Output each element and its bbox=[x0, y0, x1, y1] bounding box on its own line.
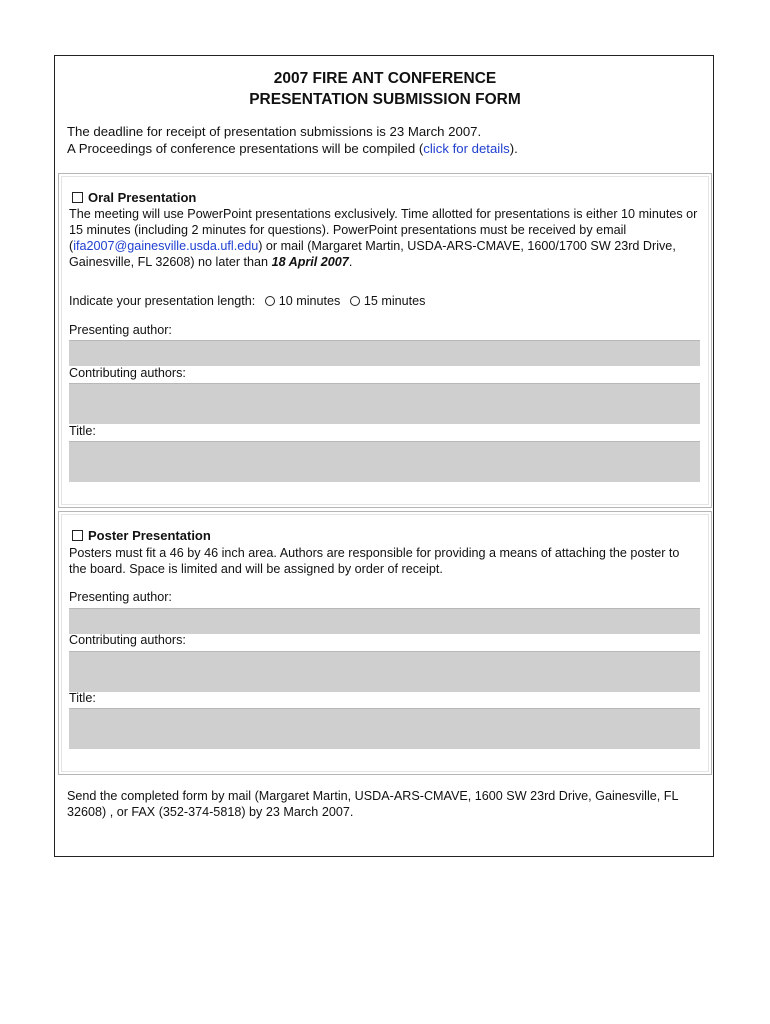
radio-10-minutes[interactable] bbox=[265, 296, 275, 306]
oral-presenting-author-label: Presenting author: bbox=[69, 323, 172, 337]
oral-instructions-part2: ) or mail (Margaret Martin, USDA-ARS-CMAVE, 1600/1700 SW 23rd Drive, Gainesville, FL 32608) no later than bbox=[69, 239, 676, 269]
poster-title-label: Title: bbox=[69, 691, 96, 705]
poster-presenting-author-label: Presenting author: bbox=[69, 590, 172, 604]
form-title-line2: PRESENTATION SUBMISSION FORM bbox=[249, 91, 521, 108]
oral-title-field[interactable] bbox=[69, 442, 700, 482]
oral-deadline: 18 April 2007 bbox=[271, 255, 349, 269]
proceedings-prefix: A Proceedings of conference presentations will be compiled ( bbox=[67, 141, 424, 156]
details-link[interactable]: click for details bbox=[423, 141, 510, 156]
oral-instructions bbox=[69, 206, 699, 270]
oral-presentation-heading bbox=[72, 190, 196, 206]
submission-instructions: Send the completed form by mail (Margaret Martin, USDA-ARS-CMAVE, 1600 SW 23rd Drive, Gainesville, FL 32608) , or FAX (352-374-5818) by 23 March 2007. bbox=[67, 789, 679, 819]
poster-contributing-authors-field[interactable] bbox=[69, 652, 700, 692]
email-link[interactable]: ifa2007@gainesville.usda.ufl.edu bbox=[73, 239, 259, 253]
poster-presentation-label: Poster Presentation bbox=[88, 528, 211, 543]
oral-contributing-authors-label: Contributing authors: bbox=[69, 366, 186, 380]
radio-15-minutes[interactable] bbox=[350, 296, 360, 306]
proceedings-suffix: ). bbox=[509, 141, 518, 156]
deadline-text: The deadline for receipt of presentation submissions is 23 March 2007. bbox=[67, 124, 482, 139]
oral-contributing-authors-field[interactable] bbox=[69, 384, 700, 424]
radio-15-label: 15 minutes bbox=[363, 294, 426, 308]
oral-presenting-author-field[interactable] bbox=[69, 341, 700, 366]
radio-10-label: 10 minutes bbox=[278, 294, 341, 308]
poster-presentation-checkbox[interactable] bbox=[72, 530, 83, 541]
presentation-length-row bbox=[69, 293, 425, 309]
oral-presentation-checkbox[interactable] bbox=[72, 192, 83, 203]
poster-instructions: Posters must fit a 46 by 46 inch area. Authors are responsible for providing a means of attaching the poster to the board. Space is limited and will be assigned by order of receipt. bbox=[69, 546, 680, 576]
poster-title-field[interactable] bbox=[69, 709, 700, 749]
length-option-15[interactable] bbox=[350, 293, 426, 309]
oral-title-label: Title: bbox=[69, 424, 96, 438]
poster-contributing-authors-label: Contributing authors: bbox=[69, 633, 186, 647]
oral-instructions-part1: The meeting will use PowerPoint presentations exclusively. Time allotted for presentations is either 10 minutes or 15 minutes (including 2 minutes for questions). PowerPoint presentations must be received by email ( bbox=[69, 207, 698, 253]
oral-presentation-label: Oral Presentation bbox=[88, 190, 197, 205]
poster-presenting-author-field[interactable] bbox=[69, 609, 700, 634]
length-option-10[interactable] bbox=[265, 293, 341, 309]
proceedings-text bbox=[67, 140, 518, 157]
form-title-line1: 2007 FIRE ANT CONFERENCE bbox=[273, 70, 497, 87]
oral-instructions-end: . bbox=[348, 255, 353, 269]
presentation-length-label: Indicate your presentation length: bbox=[69, 294, 256, 308]
poster-presentation-heading bbox=[72, 528, 211, 544]
